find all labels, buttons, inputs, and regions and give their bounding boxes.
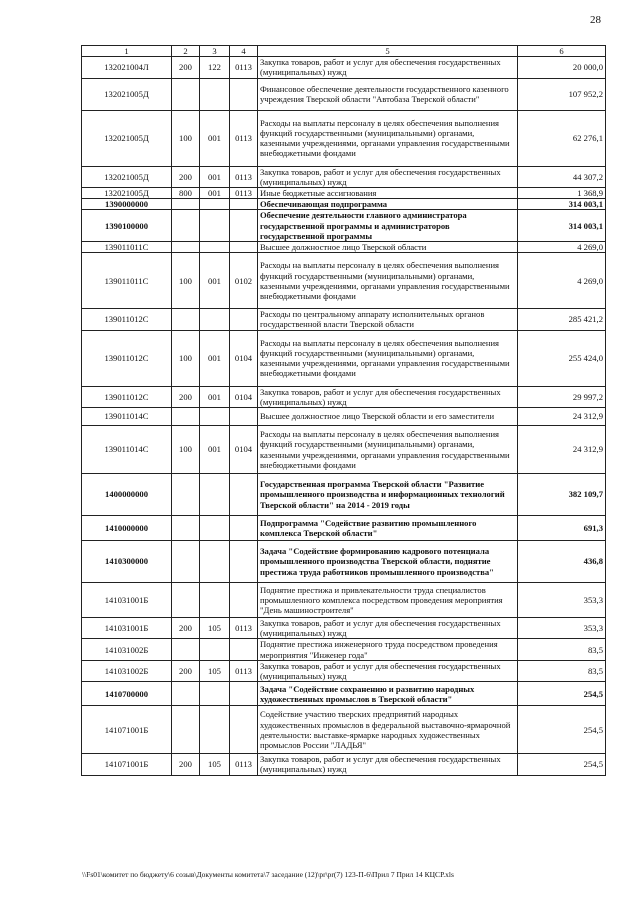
amount-cell: 254,5 [518,682,606,706]
section-code-cell [230,706,258,754]
amount-cell: 1 368,9 [518,188,606,199]
table-row [82,408,606,426]
expense-type-cell [172,474,200,516]
table-row [82,386,606,407]
expense-type-cell [172,210,200,242]
table-row [82,57,606,78]
description-cell: Обеспечение деятельности главного администратора государственной программы и администраторов государственной программы [258,210,518,242]
expense-type-cell [172,583,200,618]
budget-code-cell: 141031002Б [82,660,172,681]
column-header: 6 [518,46,606,57]
section-code-cell: 0104 [230,386,258,407]
budget-code-cell: 132021004Л [82,57,172,78]
budget-code-cell: 132021005Д [82,166,172,187]
administrator-code-cell [200,541,230,583]
table-row [82,199,606,210]
expense-type-cell [172,706,200,754]
description-cell: Расходы на выплаты персоналу в целях обеспечения выполнения функций государственными (муниципальными) органами, казенными учреждениями, органами управления государственными внебюджетными фондами [258,330,518,386]
description-cell: Высшее должностное лицо Тверской области и его заместители [258,408,518,426]
section-code-cell [230,639,258,660]
description-cell: Задача "Содействие формированию кадрового потенциала промышленного производства Тверской области, поднятие престижа труда работников промышленного производства" [258,541,518,583]
budget-code-cell: 1390000000 [82,199,172,210]
expense-type-cell: 800 [172,188,200,199]
page-number: 28 [590,14,601,26]
administrator-code-cell [200,242,230,253]
budget-code-cell: 141071001Б [82,754,172,775]
table-row [82,706,606,754]
amount-cell: 353,3 [518,583,606,618]
amount-cell: 254,5 [518,706,606,754]
budget-code-cell: 1410300000 [82,541,172,583]
amount-cell: 62 276,1 [518,110,606,166]
table-row [82,682,606,706]
table-row [82,110,606,166]
budget-code-cell: 139011011С [82,253,172,309]
description-cell: Закупка товаров, работ и услуг для обеспечения государственных (муниципальных) нужд [258,57,518,78]
administrator-code-cell: 001 [200,110,230,166]
table-row [82,639,606,660]
column-header: 2 [172,46,200,57]
table-row [82,516,606,541]
description-cell: Задача "Содействие сохранению и развитию народных художественных промыслов в Тверской области" [258,682,518,706]
section-code-cell [230,242,258,253]
budget-code-cell: 132021005Д [82,110,172,166]
table-row [82,660,606,681]
section-code-cell [230,682,258,706]
description-cell: Поднятие престижа и привлекательности труда специалистов промышленного комплекса посредством проведения мероприятия "День машиностроителя" [258,583,518,618]
column-header: 5 [258,46,518,57]
administrator-code-cell [200,199,230,210]
table-row [82,242,606,253]
expense-type-cell [172,682,200,706]
description-cell: Финансовое обеспечение деятельности государственного казенного учреждения Тверской области "Автобаза Тверской области" [258,78,518,110]
expense-type-cell: 100 [172,110,200,166]
budget-code-cell: 141031001Б [82,583,172,618]
budget-code-cell: 1410000000 [82,516,172,541]
section-code-cell [230,541,258,583]
administrator-code-cell [200,639,230,660]
table-row [82,166,606,187]
section-code-cell [230,583,258,618]
table-row [82,474,606,516]
administrator-code-cell: 001 [200,166,230,187]
administrator-code-cell: 122 [200,57,230,78]
column-header: 4 [230,46,258,57]
section-code-cell: 0113 [230,754,258,775]
amount-cell: 4 269,0 [518,253,606,309]
budget-table [81,45,606,776]
expense-type-cell: 200 [172,618,200,639]
budget-code-cell: 1410700000 [82,682,172,706]
section-code-cell: 0113 [230,166,258,187]
expense-type-cell [172,242,200,253]
expense-type-cell [172,199,200,210]
footer-file-path: \\Fs01\комитет по бюджету\6 созыв\Документы комитета\7 заседание (12)\pr\pr(7) 123-П-6\Прил 7 Прил 14 КЦСР.xls [82,870,454,879]
section-code-cell: 0102 [230,253,258,309]
expense-type-cell: 100 [172,330,200,386]
expense-type-cell: 200 [172,166,200,187]
budget-code-cell: 141071001Б [82,706,172,754]
administrator-code-cell: 001 [200,386,230,407]
table-row [82,541,606,583]
description-cell: Высшее должностное лицо Тверской области [258,242,518,253]
description-cell: Иные бюджетные ассигнования [258,188,518,199]
table-row [82,78,606,110]
section-code-cell [230,474,258,516]
description-cell: Содействие участию тверских предприятий народных художественных промыслов в федеральной выставочно-ярмарочной деятельности: выставке-ярмарке народных художественных промыслов России "ЛАДЬЯ" [258,706,518,754]
description-cell: Расходы на выплаты персоналу в целях обеспечения выполнения функций государственными (муниципальными) органами, казенными учреждениями, органами управления государственными внебюджетными фондами [258,110,518,166]
table-row [82,618,606,639]
administrator-code-cell [200,309,230,330]
administrator-code-cell: 105 [200,754,230,775]
expense-type-cell [172,78,200,110]
budget-code-cell: 139011014С [82,408,172,426]
amount-cell: 691,3 [518,516,606,541]
administrator-code-cell: 001 [200,330,230,386]
expense-type-cell: 100 [172,426,200,474]
administrator-code-cell [200,706,230,754]
administrator-code-cell: 001 [200,426,230,474]
description-cell: Расходы по центральному аппарату исполнительных органов государственной власти Тверской области [258,309,518,330]
expense-type-cell: 200 [172,386,200,407]
description-cell: Закупка товаров, работ и услуг для обеспечения государственных (муниципальных) нужд [258,166,518,187]
budget-code-cell: 139011012С [82,309,172,330]
administrator-code-cell: 105 [200,660,230,681]
budget-code-cell: 1390100000 [82,210,172,242]
administrator-code-cell [200,408,230,426]
section-code-cell [230,210,258,242]
description-cell: Закупка товаров, работ и услуг для обеспечения государственных (муниципальных) нужд [258,618,518,639]
amount-cell: 353,3 [518,618,606,639]
amount-cell: 255 424,0 [518,330,606,386]
amount-cell: 24 312,9 [518,426,606,474]
administrator-code-cell [200,210,230,242]
description-cell: Расходы на выплаты персоналу в целях обеспечения выполнения функций государственными (муниципальными) органами, казенными учреждениями, органами управления государственными внебюджетными фондами [258,253,518,309]
expense-type-cell: 100 [172,253,200,309]
expense-type-cell [172,541,200,583]
description-cell: Подпрограмма "Содействие развитию промышленного комплекса Тверской области" [258,516,518,541]
administrator-code-cell: 001 [200,188,230,199]
section-code-cell [230,199,258,210]
administrator-code-cell [200,516,230,541]
table-row [82,253,606,309]
administrator-code-cell: 105 [200,618,230,639]
amount-cell: 24 312,9 [518,408,606,426]
budget-code-cell: 132021005Д [82,188,172,199]
amount-cell: 314 003,1 [518,199,606,210]
section-code-cell: 0104 [230,426,258,474]
budget-code-cell: 139011012С [82,386,172,407]
section-code-cell: 0113 [230,660,258,681]
expense-type-cell [172,639,200,660]
budget-code-cell: 139011014С [82,426,172,474]
section-code-cell: 0113 [230,57,258,78]
expense-type-cell [172,309,200,330]
administrator-code-cell [200,78,230,110]
administrator-code-cell [200,474,230,516]
amount-cell: 254,5 [518,754,606,775]
description-cell: Государственная программа Тверской области "Развитие промышленного производства и информационных технологий Тверской области" на 2014 - 2019 годы [258,474,518,516]
expense-type-cell: 200 [172,754,200,775]
amount-cell: 382 109,7 [518,474,606,516]
table-row [82,754,606,775]
description-cell: Закупка товаров, работ и услуг для обеспечения государственных (муниципальных) нужд [258,660,518,681]
amount-cell: 107 952,2 [518,78,606,110]
section-code-cell: 0104 [230,330,258,386]
expense-type-cell: 200 [172,660,200,681]
table-row [82,583,606,618]
budget-code-cell: 141031001Б [82,618,172,639]
table-body [82,57,606,775]
column-header: 3 [200,46,230,57]
section-code-cell: 0113 [230,110,258,166]
expense-type-cell [172,408,200,426]
amount-cell: 83,5 [518,660,606,681]
section-code-cell: 0113 [230,188,258,199]
amount-cell: 29 997,2 [518,386,606,407]
amount-cell: 44 307,2 [518,166,606,187]
budget-code-cell: 139011011С [82,242,172,253]
amount-cell: 20 000,0 [518,57,606,78]
budget-code-cell: 141031002Б [82,639,172,660]
section-code-cell [230,309,258,330]
table-row [82,188,606,199]
section-code-cell [230,516,258,541]
amount-cell: 436,8 [518,541,606,583]
administrator-code-cell [200,583,230,618]
budget-code-cell: 132021005Д [82,78,172,110]
section-code-cell [230,408,258,426]
description-cell: Расходы на выплаты персоналу в целях обеспечения выполнения функций государственными (муниципальными) органами, казенными учреждениями, органами управления государственными внебюджетными фондами [258,426,518,474]
column-header: 1 [82,46,172,57]
table-header-row [82,46,606,57]
description-cell: Закупка товаров, работ и услуг для обеспечения государственных (муниципальных) нужд [258,754,518,775]
administrator-code-cell: 001 [200,253,230,309]
amount-cell: 4 269,0 [518,242,606,253]
amount-cell: 83,5 [518,639,606,660]
expense-type-cell: 200 [172,57,200,78]
section-code-cell: 0113 [230,618,258,639]
table-row [82,426,606,474]
section-code-cell [230,78,258,110]
amount-cell: 285 421,2 [518,309,606,330]
description-cell: Поднятие престижа инженерного труда посредством проведения мероприятия "Инженер года" [258,639,518,660]
description-cell: Закупка товаров, работ и услуг для обеспечения государственных (муниципальных) нужд [258,386,518,407]
administrator-code-cell [200,682,230,706]
table-row [82,330,606,386]
table-row [82,210,606,242]
table-row [82,309,606,330]
budget-code-cell: 139011012С [82,330,172,386]
description-cell: Обеспечивающая подпрограмма [258,199,518,210]
budget-code-cell: 1400000000 [82,474,172,516]
expense-type-cell [172,516,200,541]
amount-cell: 314 003,1 [518,210,606,242]
